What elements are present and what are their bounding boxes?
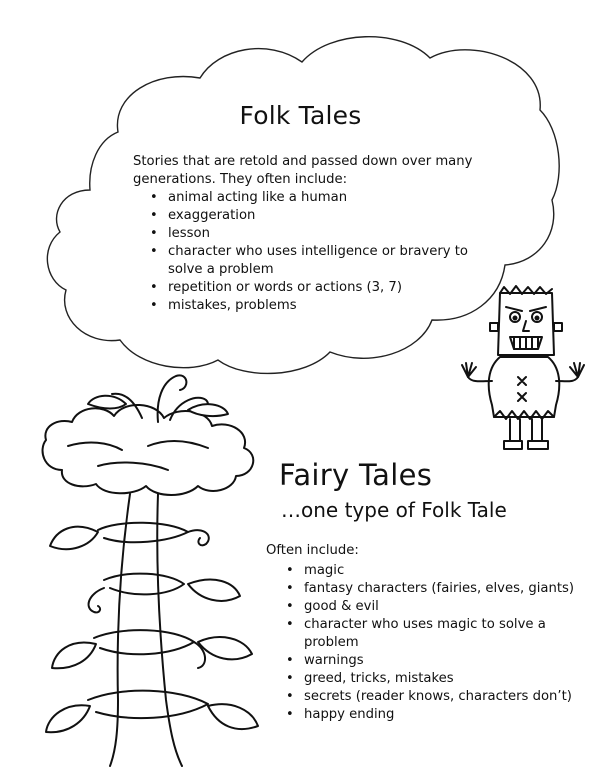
folk-list-item: • character who uses intelligence or bravery to solve a problem <box>150 243 470 279</box>
fairy-tales-subtitle: …one type of Folk Tale <box>281 498 507 522</box>
fairy-list-item: • good & evil <box>286 598 586 616</box>
folk-tales-list <box>150 189 470 315</box>
folk-list-item: • animal acting like a human <box>150 189 470 207</box>
beanstalk-illustration-icon <box>38 370 278 770</box>
fairy-list-item: • happy ending <box>286 706 586 724</box>
folk-list-item: • lesson <box>150 225 470 243</box>
fairy-tales-title: Fairy Tales <box>279 458 433 492</box>
fairy-tales-list <box>286 562 586 724</box>
fairy-list-item: • character who uses magic to solve a problem <box>286 616 586 652</box>
folk-list-item: • mistakes, problems <box>150 297 470 315</box>
folk-list-item: • repetition or words or actions (3, 7) <box>150 279 470 297</box>
fairy-list-item: • fantasy characters (fairies, elves, giants) <box>286 580 586 598</box>
fairy-list-item: • warnings <box>286 652 586 670</box>
folk-tales-title: Folk Tales <box>239 101 362 130</box>
fairy-tales-intro: Often include: <box>266 543 359 558</box>
fairy-list-item: • greed, tricks, mistakes <box>286 670 586 688</box>
giant-cartoon-icon <box>460 285 585 455</box>
fairy-list-item: • secrets (reader knows, characters don’t) <box>286 688 586 706</box>
folk-list-item: • exaggeration <box>150 207 470 225</box>
folk-tales-intro: Stories that are retold and passed down over many generations. They often include: <box>133 154 473 187</box>
fairy-list-item: • magic <box>286 562 586 580</box>
